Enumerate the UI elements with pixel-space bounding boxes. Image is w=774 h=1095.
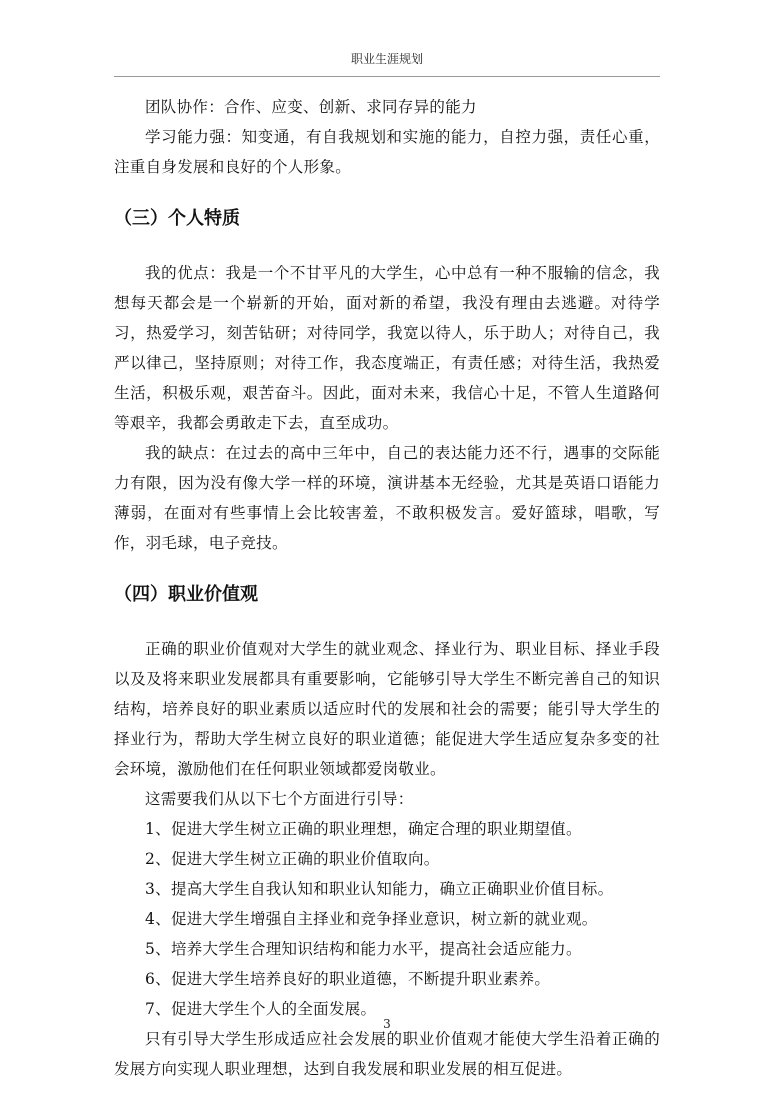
header-rule [114, 76, 660, 77]
document-body [114, 92, 660, 1084]
list-item: 1、促进大学生树立正确的职业理想，确定合理的职业期望值。 [145, 820, 582, 838]
section-heading-career-values: （四）职业价值观 [114, 584, 258, 605]
running-header: 职业生涯规划 [350, 52, 423, 66]
section-heading-personal-traits: （三）个人特质 [114, 208, 240, 229]
teamwork-paragraph: 团队协作：合作、应变、创新、求同存异的能力 [145, 98, 477, 116]
page-number: 3 [383, 1017, 391, 1031]
closing-paragraph: 只有引导大学生形成适应社会发展的职业价值观才能使大学生沿着正确的发展方向实现人职业理想，达到自我发展和职业发展的相互促进。 [114, 1030, 660, 1078]
list-item: 6、促进大学生培养良好的职业道德，不断提升职业素养。 [145, 970, 551, 988]
weaknesses-paragraph: 我的缺点：在过去的高中三年中，自己的表达能力还不行，遇事的交际能力有限，因为没有像大学一样的环境，演讲基本无经验，尤其是英语口语能力薄弱，在面对有些事情上会比较害羞，不敢积极发言。爱好篮球，唱歌，写作，羽毛球，电子竞技。 [114, 444, 660, 552]
learning-ability-paragraph: 学习能力强：知变通，有自我规划和实施的能力，自控力强，责任心重，注重自身发展和良好的个人形象。 [114, 128, 660, 176]
list-item: 5、培养大学生合理知识结构和能力水平，提高社会适应能力。 [145, 940, 582, 958]
list-item: 3、提高大学生自我认知和职业认知能力，确立正确职业价值目标。 [145, 880, 614, 898]
list-item: 2、促进大学生树立正确的职业价值取向。 [145, 850, 440, 868]
career-values-paragraph: 正确的职业价值观对大学生的就业观念、择业行为、职业目标、择业手段以及及将来职业发展都具有重要影响，它能够引导大学生不断完善自己的知识结构，培养良好的职业素质以适应时代的发展和社会的需要；能引导大学生的择业行为，帮助大学生树立良好的职业道德；能促进大学生适应复杂多变的社会环境，激励他们在任何职业领域都爱岗敬业。 [114, 640, 660, 778]
list-item: 7、促进大学生个人的全面发展。 [145, 1000, 377, 1018]
guidance-intro-paragraph: 这需要我们从以下七个方面进行引导： [145, 790, 414, 808]
list-item: 4、促进大学生增强自主择业和竞争择业意识，树立新的就业观。 [145, 910, 598, 928]
strengths-paragraph: 我的优点：我是一个不甘平凡的大学生，心中总有一种不服输的信念，我想每天都会是一个崭新的开始，面对新的希望，我没有理由去逃避。对待学习，热爱学习，刻苦钻研；对待同学，我宽以待人，乐于助人；对待自己，我严以律己，坚持原则；对待工作，我态度端正，有责任感；对待生活，我热爱生活，积极乐观，艰苦奋斗。因此，面对未来，我信心十足，不管人生道路何等艰辛，我都会勇敢走下去，直至成功。 [114, 264, 660, 432]
